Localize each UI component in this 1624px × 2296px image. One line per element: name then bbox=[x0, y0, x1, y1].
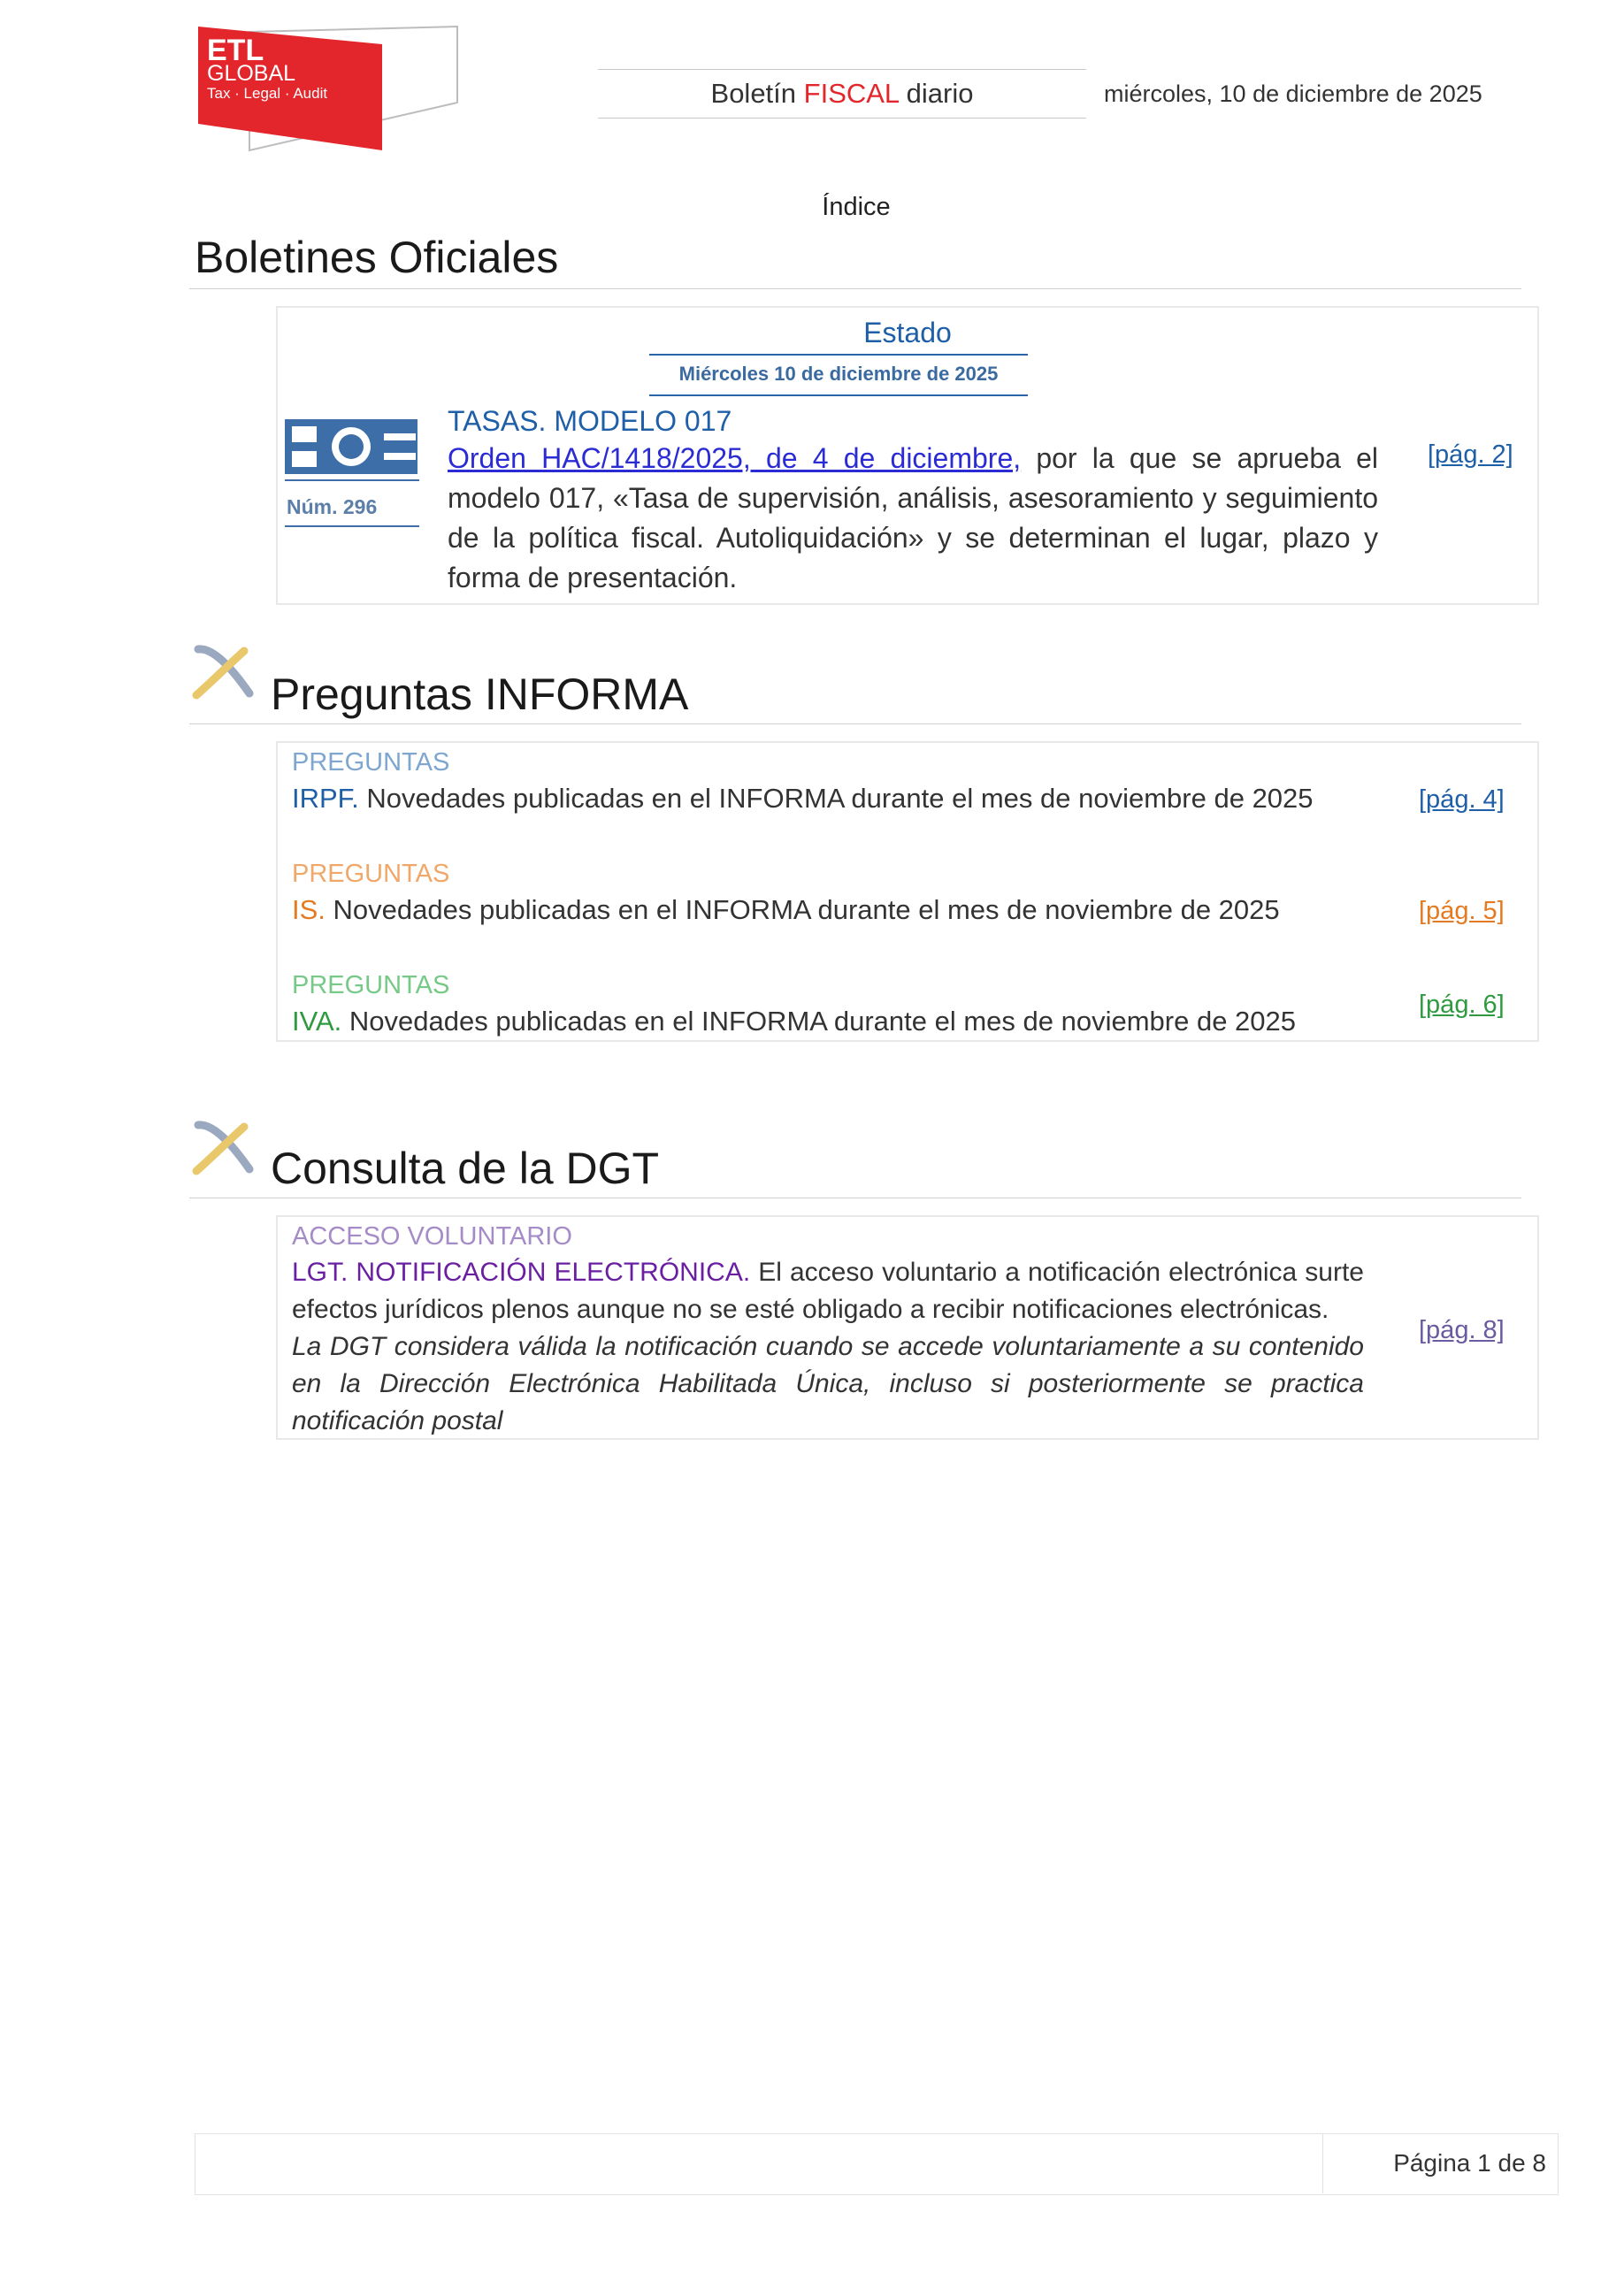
informa-item-is bbox=[292, 892, 1280, 929]
agencia-tributaria-icon bbox=[191, 1116, 257, 1178]
agencia-tributaria-icon bbox=[191, 640, 257, 702]
page-number: Página 1 de 8 bbox=[1393, 2149, 1546, 2177]
boe-emblem-icon bbox=[285, 416, 419, 478]
informa-tag-iva: PREGUNTAS bbox=[292, 971, 450, 999]
box-date: Miércoles 10 de diciembre de 2025 bbox=[649, 354, 1028, 396]
bulletin-date: miércoles, 10 de diciembre de 2025 bbox=[1104, 80, 1482, 107]
informa-item-irpf bbox=[292, 780, 1314, 817]
informa-tag-is: PREGUNTAS bbox=[292, 860, 450, 888]
entry-title: TASAS. MODELO 017 bbox=[448, 405, 732, 437]
page-ref-is[interactable]: [pág. 5] bbox=[1419, 897, 1505, 925]
boe-rule-bottom bbox=[285, 525, 419, 527]
text-is: Novedades publicadas en el INFORMA durante el mes de noviembre de 2025 bbox=[325, 894, 1280, 925]
section-divider bbox=[189, 723, 1521, 724]
boletines-box bbox=[276, 306, 1539, 605]
page-ref-boletines[interactable]: [pág. 2] bbox=[1428, 440, 1513, 469]
informa-tag-irpf: PREGUNTAS bbox=[292, 748, 450, 777]
boe-logo bbox=[285, 416, 419, 536]
dgt-label: LGT. NOTIFICACIÓN ELECTRÓNICA. bbox=[292, 1258, 751, 1287]
dgt-tag: ACCESO VOLUNTARIO bbox=[292, 1222, 572, 1251]
label-iva: IVA. bbox=[292, 1006, 342, 1037]
text-irpf: Novedades publicadas en el INFORMA durante el mes de noviembre de 2025 bbox=[358, 783, 1314, 814]
logo-etl-text: ETL bbox=[207, 34, 264, 67]
logo-tagline: Tax · Legal · Audit bbox=[207, 85, 328, 102]
title-post: diario bbox=[899, 78, 974, 109]
informa-item-iva bbox=[292, 1003, 1296, 1040]
title-pre: Boletín bbox=[710, 78, 804, 109]
informa-box bbox=[276, 741, 1539, 1042]
orden-link[interactable]: Orden HAC/1418/2025, de 4 de diciembre, bbox=[448, 442, 1022, 474]
dgt-italic-note: La DGT considera válida la notificación cuando se accede voluntariamente a su contenido en la Dirección Electrónica Habilitada Única, incluso si posteriormente se practica notificación postal bbox=[292, 1332, 1364, 1435]
bulletin-title bbox=[598, 69, 1086, 119]
label-is: IS. bbox=[292, 894, 326, 925]
boe-number: Núm. 296 bbox=[287, 495, 378, 518]
title-fiscal: FISCAL bbox=[803, 78, 900, 109]
page-ref-iva[interactable]: [pág. 6] bbox=[1419, 991, 1505, 1019]
logo-global-text: GLOBAL bbox=[207, 61, 296, 86]
boe-rule-top bbox=[285, 479, 419, 481]
page-ref-dgt[interactable]: [pág. 8] bbox=[1419, 1316, 1505, 1344]
etl-global-logo bbox=[196, 25, 462, 156]
footer-separator bbox=[1322, 2133, 1323, 2193]
page-ref-irpf[interactable]: [pág. 4] bbox=[1419, 785, 1505, 814]
section-title-boletines: Boletines Oficiales bbox=[195, 233, 559, 282]
dgt-summary bbox=[292, 1254, 1364, 1328]
section-title-dgt: Consulta de la DGT bbox=[271, 1144, 660, 1193]
dgt-box bbox=[276, 1215, 1539, 1440]
text-iva: Novedades publicadas en el INFORMA durante el mes de noviembre de 2025 bbox=[341, 1006, 1297, 1037]
box-heading-estado: Estado bbox=[863, 317, 952, 348]
index-heading: Índice bbox=[822, 193, 891, 221]
section-divider bbox=[189, 288, 1521, 289]
dgt-text: El acceso voluntario a notificación electrónica surte efectos jurídicos plenos aunque no se esté obligado a recibir notificaciones electrónicas. bbox=[292, 1258, 1364, 1324]
label-irpf: IRPF. bbox=[292, 783, 359, 814]
entry-text-rest: por la que se aprueba el modelo 017, «Tasa de supervisión, análisis, asesoramiento y seguimiento de la política fiscal. Autoliquidación» y se determinan el lugar, plazo y forma de presentación. bbox=[448, 442, 1379, 593]
entry-text-first bbox=[448, 439, 1378, 598]
section-title-informa: Preguntas INFORMA bbox=[271, 670, 689, 719]
